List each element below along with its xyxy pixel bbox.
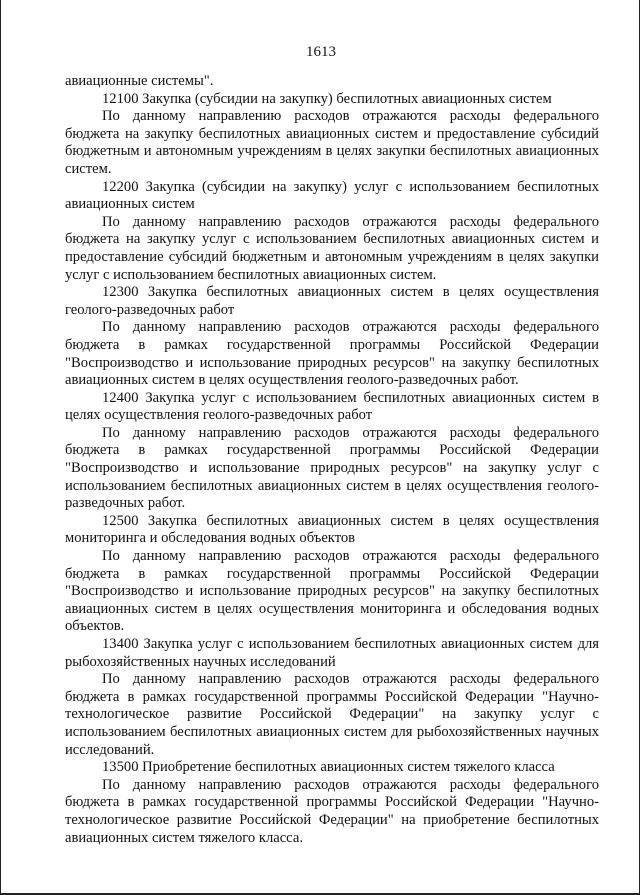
section-text-12500: По данному направлению расходов отражаются расходы федерального бюджета в рамках государственной программы Российской Федерации "Воспроизводство и использование природных ресурсов" на закупку беспилотных авиационных систем в целях осуществления мониторинга и обследования водных объектов.: [65, 548, 599, 635]
paragraph-continuation: авиационные системы".: [65, 73, 214, 89]
section-text-12300: По данному направлению расходов отражаются расходы федерального бюджета в рамках государственной программы Российской Федерации "Воспроизводство и использование природных ресурсов" на закупку беспилотных авиационных систем в целях осуществления геолого-разведочных работ.: [65, 319, 599, 389]
document-body: [65, 73, 599, 847]
section-heading-12100: 12100 Закупка (субсидии на закупку) беспилотных авиационных систем: [102, 90, 552, 107]
section-heading-13400: 13400 Закупка услуг с использованием беспилотных авиационных систем для рыбохозяйственных научных исследований: [65, 636, 599, 670]
section-text-13500: По данному направлению расходов отражаются расходы федерального бюджета в рамках государственной программы Российской Федерации "Научно-технологическое развитие Российской Федерации" на приобретение беспилотных авиационных систем тяжелого класса.: [65, 776, 599, 846]
section-heading-12300: 12300 Закупка беспилотных авиационных систем в целях осуществления геолого-разведочных работ: [65, 284, 599, 318]
page-number: 1613: [306, 44, 336, 60]
section-heading-12200: 12200 Закупка (субсидии на закупку) услуг с использованием беспилотных авиационных систем: [65, 178, 599, 213]
section-text-12100: По данному направлению расходов отражаются расходы федерального бюджета на закупку беспилотных авиационных систем и предоставление субсидий бюджетным и автономным учреждениям в целях закупки беспилотных авиационных систем.: [65, 108, 599, 177]
section-text-12200: По данному направлению расходов отражаются расходы федерального бюджета на закупку услуг с использованием беспилотных авиационных систем и предоставление субсидий бюджетным и автономным учреждениям в целях закупки услуг с использованием беспилотных авиационных систем.: [65, 213, 599, 283]
section-text-12400: По данному направлению расходов отражаются расходы федерального бюджета в рамках государственной программы Российской Федерации "Воспроизводство и использование природных ресурсов" на закупку услуг с использованием беспилотных авиационных систем в целях осуществления геолого-разведочных работ.: [65, 424, 599, 512]
section-heading-12500: 12500 Закупка беспилотных авиационных систем в целях осуществления мониторинга и обследования водных объектов: [65, 512, 599, 547]
section-text-13400: По данному направлению расходов отражаются расходы федерального бюджета в рамках государственной программы Российской Федерации "Научно-технологическое развитие Российской Федерации" на закупку услуг с использованием беспилотных авиационных систем для рыбохозяйственных научных исследований.: [65, 671, 599, 758]
section-heading-13500: 13500 Приобретение беспилотных авиационных систем тяжелого класса: [102, 759, 555, 776]
section-heading-12400: 12400 Закупка услуг с использованием беспилотных авиационных систем в целях осуществления геолого-разведочных работ: [65, 389, 599, 424]
